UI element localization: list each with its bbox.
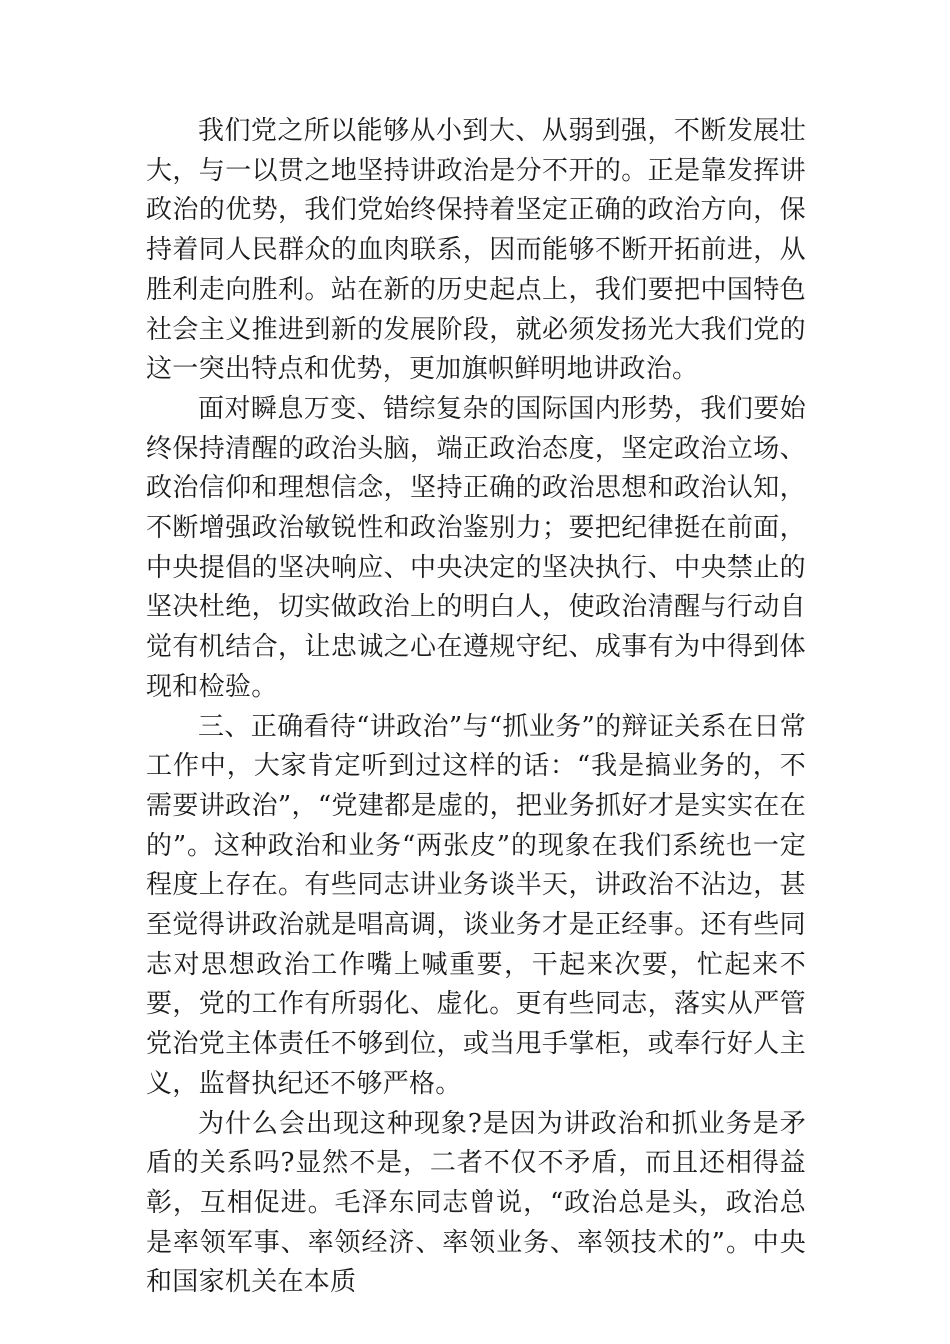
document-body bbox=[146, 112, 806, 1303]
paragraph-2: 面对瞬息万变、错综复杂的国际国内形势，我们要始终保持清醒的政治头脑，端正政治态度，坚定政治立场、政治信仰和理想信念，坚持正确的政治思想和政治认知，不断增强政治敏锐性和政治鉴别力；要把纪律挺在前面，中央提倡的坚决响应、中央决定的坚决执行、中央禁止的坚决杜绝，切实做政治上的明白人，使政治清醒与行动自觉有机结合，让忠诚之心在遵规守纪、成事有为中得到体现和检验。 bbox=[146, 393, 806, 702]
paragraph-4: 为什么会出现这种现象?是因为讲政治和抓业务是矛盾的关系吗?显然不是，二者不仅不矛盾，而且还相得益彰，互相促进。毛泽东同志曾说，“政治总是头，政治总是率领军事、率领经济、率领业务、率领技术的”。中央和国家机关在本质 bbox=[146, 1108, 806, 1298]
paragraph-3: 三、正确看待“讲政治”与“抓业务”的辩证关系在日常工作中，大家肯定听到过这样的话：“我是搞业务的，不需要讲政治”，“党建都是虚的，把业务抓好才是实实在在的”。这种政治和业务“两张皮”的现象在我们系统也一定程度上存在。有些同志讲业务谈半天，讲政治不沾边，甚至觉得讲政治就是唱高调，谈业务才是正经事。还有些同志对思想政治工作嘴上喊重要，干起来次要，忙起来不要，党的工作有所弱化、虚化。更有些同志，落实从严管党治党主体责任不够到位，或当甩手掌柜，或奉行好人主义，监督执纪还不够严格。 bbox=[146, 711, 806, 1099]
paragraph-1: 我们党之所以能够从小到大、从弱到强，不断发展壮大，与一以贯之地坚持讲政治是分不开的。正是靠发挥讲政治的优势，我们党始终保持着坚定正确的政治方向，保持着同人民群众的血肉联系，因而能够不断开拓前进，从胜利走向胜利。站在新的历史起点上，我们要把中国特色社会主义推进到新的发展阶段，就必须发扬光大我们党的这一突出特点和优势，更加旗帜鲜明地讲政治。 bbox=[146, 116, 806, 385]
